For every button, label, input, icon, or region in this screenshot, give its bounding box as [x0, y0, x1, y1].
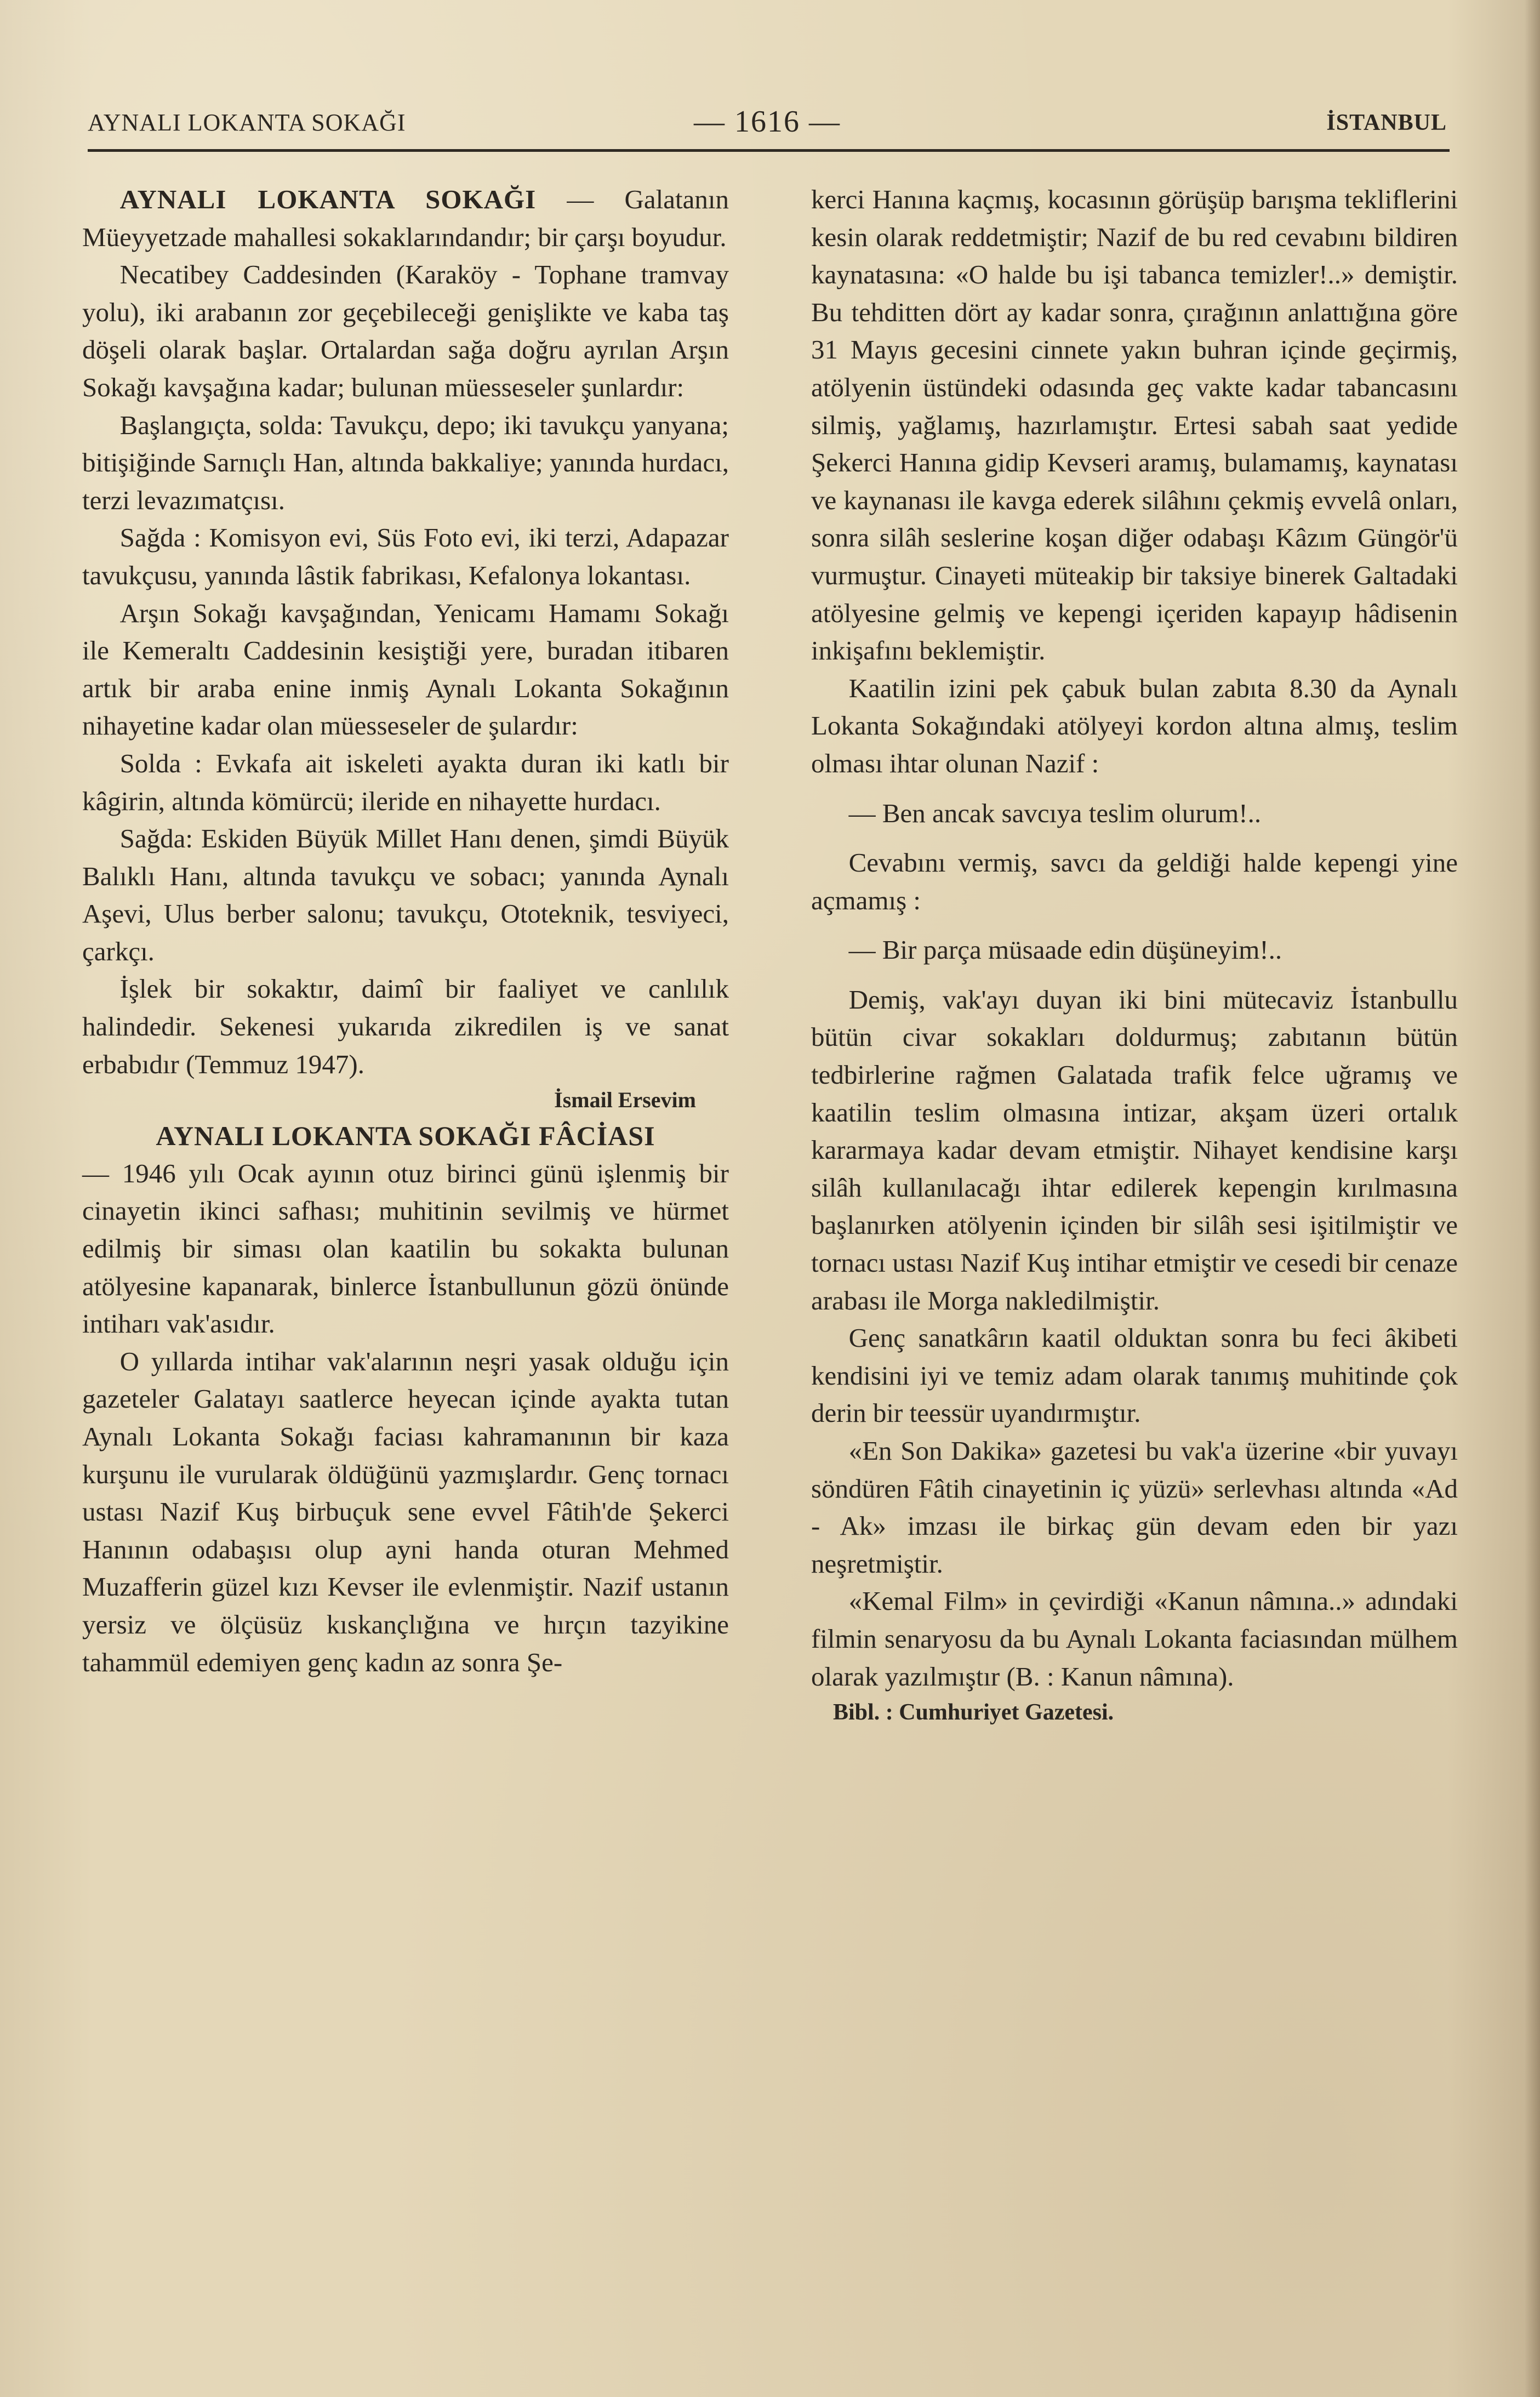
entry-1-paragraph: Sağda: Eskiden Büyük Millet Hanı denen, şimdi Büyük Balıklı Hanı, altında tavukçu ve sobacı; yanında Aynalı Aşevi, Ulus berber salonu; tavukçu, Ototeknik, tesviyeci, çarkçı.	[82, 823, 729, 966]
running-header	[88, 104, 1447, 148]
entry-1-paragraph: Başlangıçta, solda: Tavukçu, depo; iki tavukçu yanyana; bitişiğinde Sarnıçlı Han, altında bakkaliye; yanında hurdacı, terzi levazımatçısı.	[82, 409, 729, 515]
header-rule	[88, 149, 1450, 152]
entry-2-paragraph: Kaatilin izini pek çabuk bulan zabıta 8.30 da Aynalı Lokanta Sokağındaki atölyeyi kordon altına almış, teslim olması ihtar olunan Nazif :	[811, 673, 1458, 778]
entry-1-intro	[82, 181, 729, 256]
entry-2-title: AYNALI LOKANTA SOKAĞI FÂCİASI	[156, 1120, 655, 1152]
entry-2-paragraph: O yıllarda intihar vak'alarının neşri yasak olduğu için gazeteler Galatayı saatlerce heyecan içinde ayakta tutan Aynalı Lokanta Sokağı faciası kahramanının bir kaza kurşunu ile vurularak öldüğünü yazmışlardır. Genç tornacı ustası Nazif Kuş birbuçuk sene evvel Fâtih'de Şekerci Hanının odabaşısı olup ayni handa oturan Mehmed Muzafferin güzel kızı Kevser ile evlenmiştir. Nazif ustanın yersiz ve ölçüsüz kıskançlığına ve hırçın tazyikine tahammül edemiyen genç kadın az sonra Şe-	[82, 1346, 729, 1677]
entry-2-paragraph: — 1946 yılı Ocak ayının otuz birinci günü işlenmiş bir cinayetin ikinci safhası; muhitinin sevilmiş ve hürmet edilmiş bir siması olan kaatilin bu sokakta bulunan atölyesine kapanarak, binlerce İstanbullunun gözü önünde intiharı vak'asıdır.	[82, 1158, 729, 1339]
entry-1-title: AYNALI LOKANTA SOKAĞI	[119, 184, 537, 214]
entry-1-paragraph: İşlek bir sokaktır, daimî bir faaliyet ve canlılık halindedir. Sekenesi yukarıda zikredilen iş ve sanat erbabıdır (Temmuz 1947).	[82, 973, 729, 1079]
right-column	[811, 181, 1458, 1729]
entry-1-paragraph: Solda : Evkafa ait iskeleti ayakta duran iki katlı bir kâgirin, altında kömürcü; ileride en nihayette hurdacı.	[82, 748, 729, 816]
entry-2-paragraph: Demiş, vak'ayı duyan iki bini mütecaviz İstanbullu bütün civar sokakları doldurmuş; zabıtanın bütün tedbirlerine rağmen Galatada trafik felce uğramış ve kaatilin teslim olmasına intizar, akşam üzeri ortalık kararmaya kadar devam etmiştir. Nihayet kendisine karşı silâh kullanılacağı ihtar edilerek kepengin kırılmasına başlanırken atölyenin içinden bir silâh sesi işitilmiştir ve tornacı ustası Nazif Kuş intihar etmiştir ve cesedi bir cenaze arabası ile Morga nakledilmiştir.	[811, 984, 1458, 1316]
entry-1-paragraph: Sağda : Komisyon evi, Süs Foto evi, iki terzi, Adapazar tavukçusu, yanında lâstik fabrikası, Kefalonya lokantası.	[82, 522, 729, 590]
header-volume-title: İSTANBUL	[1326, 110, 1447, 135]
entry-2-paragraph: «Kemal Film» in çevirdiği «Kanun nâmına..» adındaki filmin senaryosu da bu Aynalı Lokanta faciasından mülhem olarak yazılmıştır (B. : Kanun nâmına).	[811, 1586, 1458, 1692]
header-entry-name: AYNALI LOKANTA SOKAĞI	[88, 109, 406, 136]
entry-2-paragraph: Genç sanatkârın kaatil olduktan sonra bu feci âkibeti kendisini iyi ve temiz adam olarak tanımış muhitinde çok derin bir teessür uyandırmıştır.	[811, 1323, 1458, 1428]
entry-1-paragraph: Arşın Sokağı kavşağından, Yenicamı Hamamı Sokağı ile Kemeraltı Caddesinin kesiştiği yere, buradan itibaren artık bir araba enine inmiş Aynalı Lokanta Sokağının nihayetine kadar olan müesseseler de şulardır:	[82, 597, 729, 741]
left-column	[82, 181, 729, 1681]
page-spine-shadow	[1525, 0, 1540, 2397]
entry-1-intro-text: — Galatanın Müeyyetzade mahallesi sokaklarındandır; bir çarşı boyudur.	[82, 184, 729, 252]
entry-2-paragraph: Cevabını vermiş, savcı da geldiği halde kepengi yine açmamış :	[811, 847, 1458, 915]
entry-2-bibliography: Bibl. : Cumhuriyet Gazetesi.	[833, 1700, 1114, 1726]
page-number: — 1616 —	[694, 105, 841, 139]
entry-2-dialog: — Ben ancak savcıya teslim olurum!..	[848, 798, 1262, 828]
entry-1-paragraph: Necatibey Caddesinden (Karaköy - Tophane tramvay yolu), iki arabanın zor geçebileceği genişlikte ve kaba taş döşeli olarak başlar. Ortalardan sağa doğru ayrılan Arşın Sokağı kavşağına kadar; bulunan müesseseler şunlardır:	[82, 259, 729, 402]
entry-2-dialog: — Bir parça müsaade edin düşüneyim!..	[848, 935, 1282, 965]
entry-1-author: İsmail Ersevim	[554, 1088, 696, 1113]
entry-2-paragraph: kerci Hanına kaçmış, kocasının görüşüp barışma tekliflerini kesin olarak reddetmiştir; Nazif de bu red cevabını bildiren kaynatasına: «O halde bu işi tabanca temizler!..» demiştir. Bu tehditten dört ay kadar sonra, çırağının anlattığına göre 31 Mayıs gecesini cinnete yakın buhran içinde geçirmiş, atölyenin üstündeki odasında geç vakte kadar tabancasını silmiş, yağlamış, hazırlamıştır. Ertesi sabah saat yedide Şekerci Hanına gidip Kevseri aramış, bulamamış, kaynatası ve kaynanası ile kavga ederek silâhını çekmiş evvelâ onları, sonra silâh seslerine koşan diğer odabaşı Kâzım Güngör'ü vurmuştur. Cinayeti müteakip bir taksiye binerek Galtadaki atölyesine gelmiş ve kepengi içeriden kapayıp hâdisenin inkişafını beklemiştir.	[811, 184, 1458, 666]
entry-2-paragraph: «En Son Dakika» gazetesi bu vak'a üzerine «bir yuvayı söndüren Fâtih cinayetinin iç yüzü» serlevhası altında «Ad - Ak» imzası ile birkaç gün devam eden bir yazı neşretmiştir.	[811, 1436, 1458, 1579]
